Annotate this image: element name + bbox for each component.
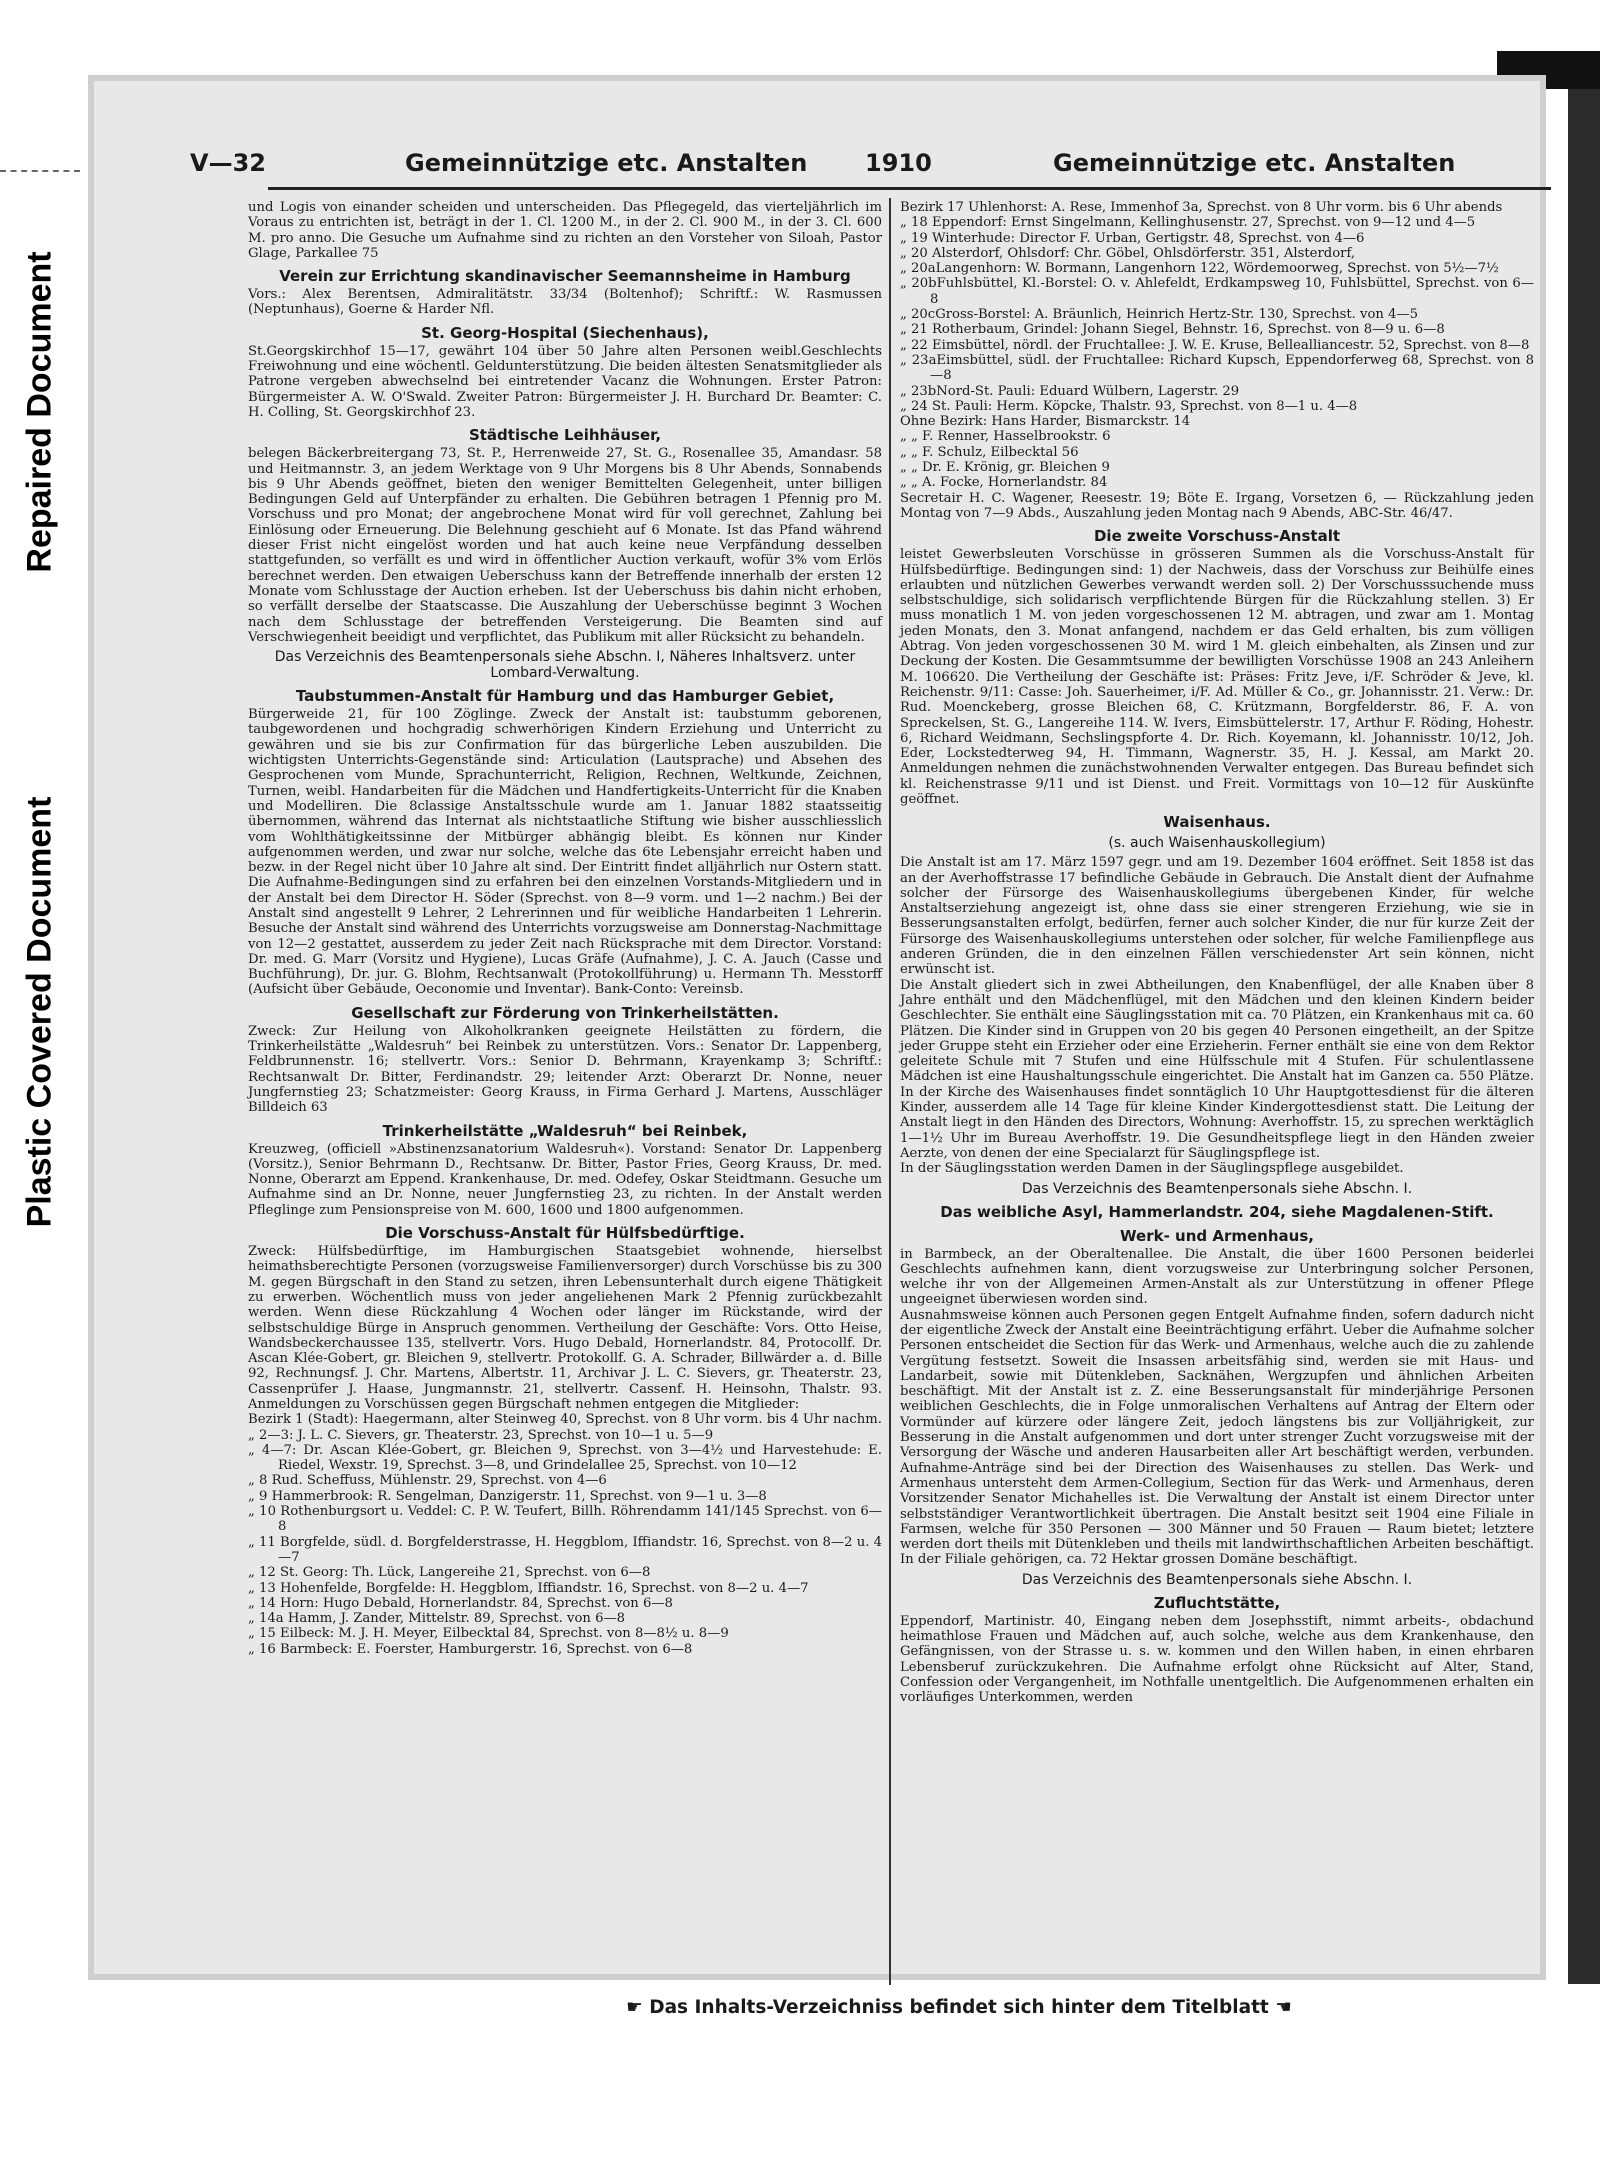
repaired-document-label: Repaired Document [20, 251, 59, 573]
list-item: „ 16 Barmbeck: E. Foerster, Hamburgerstr. 16, Sprechst. von 6—8 [248, 1641, 693, 1657]
paragraph: belegen Bäckerbreitergang 73, St. P., Herrenweide 27, St. G., Rosenallee 35, Amandasr. 58 und Heitmannstr. 3, an jedem Werktage von 9 Uhr Morgens bis 8 Uhr Abends, Sonnabends bis 9 Uhr Abends geöffnet, bieten den weniger Bemittelten Gelegenheit, unter billigen Bedingungen Geld auf Unterpfänder zu erhalten. Die Gebühren betragen 1 Pfennig pro M. Vorschuss und pro Monat; der angebrochene Monat wird für voll gerechnet, Zahlung bei Einlösung oder Erneuerung. Die Belehnung geschieht auf 6 Monate. Ist das Pfand während dieser Frist nicht eingelöst worden und hat auch keine neue Verpfändung desselben stattgefunden, so verfällt es und wird in öffentlicher Auction verkauft, wofür 3% vom Erlös berechnet werden. Den etwaigen Ueberschuss kann der Betreffende innerhalb der ersten 12 Monate vom Schlusstage der Auction erheben. Ist der Ueberschuss bis dahin nicht erhoben, so verfällt derselbe der Staatscasse. Die Auszahlung der Ueberschüsse beginnt 3 Wochen nach dem Schlusstage der betreffenden Versteigerung. Die Beamten sind auf Verschwiegenheit beeidigt und verpflichtet, das Publikum mit aller Rücksicht zu behandeln. [248, 446, 882, 645]
paragraph: Die Anstalt ist am 17. März 1597 gegr. und am 19. Dezember 1604 eröffnet. Seit 1858 ist das an der Averhoffstrasse 17 befindliche Gebäude in Gebrauch. Die Anstalt dient der Aufnahme solcher der Fürsorge des Waisenhauskollegiums übergebenen Kinder, für welche Anstaltserziehung angezeigt ist, ohne dass sie einer strengeren Erziehung, wie sie in Besserungsanstalten erfolgt, bedürfen, ferner auch solcher Kinder, die nur für kurze Zeit der Fürsorge des Waisenhauskollegiums unterstehen oder solcher, für welche Familienpflege aus anderen Gründen, die in den einzelnen Fällen verschiedenster Art sein können, nicht erwünscht ist. [900, 855, 1534, 978]
section-title: Trinkerheilstätte „Waldesruh“ bei Reinbek, [382, 1121, 748, 1140]
section-title: Werk- und Armenhaus, [1120, 1226, 1314, 1245]
list-item: „ 24 St. Pauli: Herm. Köpcke, Thalstr. 93, Sprechst. von 8—1 u. 4—8 [900, 398, 1358, 414]
list-item: „ 4—7: Dr. Ascan Klée-Gobert, gr. Bleichen 9, Sprechst. von 3—4½ und Harvestehude: E. Riedel, Wexstr. 19, Sprechst. 3—8, und Grindelallee 25, Sprechst. von 10—12 [248, 1442, 882, 1474]
paragraph: in Barmbeck, an der Oberaltenallee. Die Anstalt, die über 1600 Personen beiderlei Geschlechts aufnehmen kann, dient vorzugsweise zur Unterbringung solcher Personen, welche ihr von der Allgemeinen Armen-Anstalt als zur Unterstützung in offener Pflege ungeeignet überwiesen worden sind. [900, 1246, 1534, 1308]
paragraph: Zweck: Hülfsbedürftige, im Hamburgischen Staatsgebiet wohnende, hierselbst heimathsberechtigte Personen (vorzugsweise Familienversorger) durch Vorschüsse bis zu 300 M. gegen Bürgschaft in den Stand zu setzen, ihren Lebensunterhalt durch eigene Thätigkeit zu erwerben. Wöchentlich muss von jeder angeliehenen Mark 2 Pfennig zurückbezahlt werden. Wenn diese Rückzahlung 4 Wochen oder länger im Rückstande, wird der selbstschuldige Bürge in Anspruch genommen. Vertheilung der Geschäfte: Vors. Otto Heise, Wandsbeckerchaussee 135, stellvertr. Vors. Hugo Debald, Hornerlandstr. 84, Protocollf. Dr. Ascan Klée-Gobert, gr. Bleichen 9, stellvertr. Protokollf. G. A. Schrader, Billwärder a. d. Bille 92, Rechnungsf. J. Chr. Martens, Albertstr. 11, Archivar J. L. C. Sievers, gr. Theaterstr. 23, Cassenprüfer J. Haase, Jungmannstr. 21, stellvertr. Cassenf. H. Heinsohn, Thalstr. 93. Anmeldungen zu Vorschüssen gegen Bürgschaft nehmen entgegen die Mitglieder: [248, 1244, 882, 1412]
page-footer [509, 1997, 1409, 2018]
right-column [900, 200, 1534, 1706]
list-item: „ 2—3: J. L. C. Sievers, gr. Theaterstr. 23, Sprechst. von 10—1 u. 5—9 [248, 1427, 714, 1443]
pointing-hand-icon: ☛ [626, 1997, 643, 2018]
page-number: V—32 [190, 149, 266, 177]
header-rule [268, 187, 1551, 190]
paragraph: In der Säuglingsstation werden Damen in der Säuglingspflege ausgebildet. [900, 1161, 1404, 1177]
list-item: „ 21 Rotherbaum, Grindel: Johann Siegel, Behnstr. 16, Sprechst. von 8—9 u. 6—8 [900, 322, 1445, 338]
list-item: „ 20 Alsterdorf, Ohlsdorf: Chr. Göbel, Ohlsdörferstr. 351, Alsterdorf, [900, 245, 1356, 261]
list-item: „ 8 Rud. Scheffuss, Mühlenstr. 29, Sprechst. von 4—6 [248, 1473, 607, 1489]
dashed-divider [0, 170, 80, 172]
list-item: „ 9 Hammerbrook: R. Sengelman, Danzigerstr. 11, Sprechst. von 9—1 u. 3—8 [248, 1488, 767, 1504]
section-title: Städtische Leihhäuser, [468, 426, 662, 445]
list-item: „ 19 Winterhude: Director F. Urban, Gertigstr. 48, Sprechst. von 4—6 [900, 230, 1365, 246]
paragraph: Ausnahmsweise können auch Personen gegen Entgelt Aufnahme finden, sofern dadurch nicht der eigentliche Zweck der Anstalt eine Beeinträchtigung erfährt. Ueber die Aufnahme solcher Personen entscheidet die Section für das Werk- und Armenhaus, welche auch die zu zahlende Vergütung festsetzt. Soweit die Insassen arbeitsfähig sind, werden sie mit Haus- und Landarbeit, sowie mit Dütenkleben, Sacknähen, Wergzupfen und ähnlichen Arbeiten beschäftigt. Mit der Anstalt ist z. Z. eine Besserungsanstalt für minderjährige Personen weiblichen Geschlechts, die in Folge unmoralischen Verhaltens auf Antrag der Eltern oder Vormünder auf kürzere oder längere Zeit, jedoch längstens bis zur Volljährigkeit, zur Besserung in die Anstalt aufgenommen und dort unter strenger Zucht vorzugsweise mit der Versorgung der Wäsche und anderen Hausarbeiten aller Art beschäftigt werden, verbunden. Aufnahme-Anträge sind bei der Direction des Waisenhauses zu stellen. Das Werk- und Armenhaus untersteht dem Armen-Collegium, Section für das Werk- und Armenhaus, deren Vorsitzender Senator Michahelles ist. Die Verwaltung der Anstalt ist einem Director unter selbstständiger Verantwortlichkeit übertragen. Die Anstalt besitzt seit 1904 eine Filiale in Farmsen, welche für 350 Personen — 300 Männer und 50 Frauen — Raum bietet; letztere werden dort theils mit Dütenkleben und theils mit landwirthschaftlichen Arbeiten beschäftigt. In der Filiale gehörigen, ca. 72 Hektar grossen Domäne beschäftigt. [900, 1307, 1534, 1568]
reference-note: Das Verzeichnis des Beamtenpersonals siehe Abschn. I, Näheres Inhaltsverz. unter Lombard-Verwaltung. [274, 649, 856, 682]
header-year: 1910 [865, 149, 932, 177]
paragraph: und Logis von einander scheiden und unterscheiden. Das Pflegegeld, das vierteljährlich im Voraus zu entrichten ist, beträgt in der 1. Cl. 1200 M., in der 2. Cl. 900 M., in der 3. Cl. 600 M. pro anno. Die Gesuche um Aufnahme sind zu richten an den Vorsteher von Siloah, Pastor Glage, Parkallee 75 [248, 200, 882, 261]
reference-note: Das Verzeichnis des Beamtenpersonals siehe Abschn. I. [1021, 1571, 1413, 1588]
section-title: Zufluchtstätte, [1153, 1593, 1281, 1612]
paragraph: Eppendorf, Martinistr. 40, Eingang neben dem Josephsstift, nimmt arbeits-, obdachund heimathlose Frauen und Mädchen auf, auch solche, welche aus dem Krankenhause, den Gefängnissen, von der Strasse u. s. w. kommen und den Willen haben, in einen ehrbaren Lebensberuf zurückzukehren. Die Aufnahme erfolgt ohne Rücksicht auf Alter, Stand, Confession oder Vergangenheit, im Nothfalle unentgeltlich. Die Aufgenommenen erhalten ein vorläufiges Unterkommen, werden [900, 1613, 1534, 1706]
page-header [185, 143, 1545, 183]
list-item: „ „ A. Focke, Hornerlandstr. 84 [900, 475, 1108, 491]
paragraph: Secretair H. C. Wagener, Reesestr. 19; Böte E. Irgang, Vorsetzen 6, — Rückzahlung jeden Montag von 7—9 Abds., Auszahlung jeden Montag nach 9 Abends, ABC-Str. 46/47. [900, 490, 1534, 521]
section-title: Taubstummen-Anstalt für Hamburg und das Hamburger Gebiet, [295, 687, 835, 706]
header-left-title: Gemeinnützige etc. Anstalten [405, 149, 808, 177]
list-item: „ 20aLangenhorn: W. Bormann, Langenhorn 122, Wördemoorweg, Sprechst. von 5½—7½ [900, 261, 1499, 277]
list-item: „ 11 Borgfelde, südl. d. Borgfelderstrasse, H. Heggblom, Iffiandstr. 16, Sprechst. von 8—2 u. 4—7 [248, 1534, 882, 1565]
pointing-hand-icon: ☚ [1275, 1997, 1292, 2018]
list-item: „ 20cGross-Borstel: A. Bräunlich, Heinrich Hertz-Str. 130, Sprechst. von 4—5 [900, 307, 1419, 323]
paragraph: Die Anstalt gliedert sich in zwei Abtheilungen, den Knabenflügel, der alle Knaben über 8 Jahre enthält und den Mädchenflügel, mit den Mädchen und den kleinen Kindern beider Geschlechter. Sie enthält eine Säuglingsstation mit ca. 70 Plätzen, ein Krankenhaus mit ca. 60 Plätzen. Die Kinder sind in Gruppen von 20 bis gegen 40 Personen eingetheilt, an der Spitze jeder Gruppe steht ein Erzieher oder eine Erzieherin. Ferner enthält sie eine von dem Rektor geleitete Schule mit 7 Stufen und eine Hülfsschule mit 4 Stufen. Für schulentlassene Mädchen ist eine Haushaltungsschule eingerichtet. Die Anstalt hat im Ganzen ca. 550 Plätze. In der Kirche des Waisenhauses findet sonntäglich 10 Uhr Hauptgottesdienst für die älteren Kinder, ausserdem alle 14 Tage für kleine Kinder Kindergottesdienst statt. Die Leitung der Anstalt liegt in den Händen des Directors, Wohnung: Averhoffstr. 15, zu sprechen werktäglich 1—1½ Uhr im Bureau Averhoffstr. 19. Die Gesundheitspflege liegt in den Händen zweier Aerzte, von denen der eine Specialarzt für Säuglingspflege ist. [900, 977, 1534, 1161]
section-title: Verein zur Errichtung skandinavischer Seemannsheime in Hamburg [279, 267, 851, 286]
paragraph: Bürgerweide 21, für 100 Zöglinge. Zweck der Anstalt ist: taubstumm geborenen, taubgewordenen und hochgradig schwerhörigen Kindern Erziehung und Unterricht zu gewähren und sie bis zur Confirmation für das bürgerliche Leben auszubilden. Die wichtigsten Unterrichts-Gegenstände sind: Articulation (Lautsprache) und Absehen des Gesprochenen vom Munde, Sprachunterricht, Religion, Rechnen, Weltkunde, Zeichnen, Turnen, weibl. Handarbeiten für die Mädchen und Handfertigkeits-Unterricht für die Knaben und Modelliren. Die 8classige Anstaltsschule wurde am 1. Januar 1882 staatsseitig übernommen, während das Internat als nichtstaatliche Stiftung wie bisher ausschliesslich vom Wohlthätigkeitssinne der Mitbürger abhängig bleibt. Es können nur Kinder aufgenommen werden, und zwar nur solche, welche das 6te Lebensjahr erreicht haben und bezw. in der Regel nicht über 10 Jahre alt sind. Der Eintritt findet alljährlich nur Ostern statt. Die Aufnahme-Bedingungen sind zu erfahren bei den einzelnen Vorstands-Mitgliedern und in der Anstalt bei dem Director H. Söder (Sprechst. von 8—9 vorm. und 1—2 nachm.) Bei der Anstalt sind angestellt 9 Lehrer, 2 Lehrerinnen und für weibliche Handarbeiten 1 Lehrerin. Besuche der Anstalt sind während des Unterrichts vorzugsweise am Donnerstag-Nachmittage von 12—2 gestattet, ausserdem zu jeder Zeit nach Rücksprache mit dem Director. Vorstand: Dr. med. G. Marr (Vorsitz und Hygiene), Lucas Gräfe (Aufnahme), J. C. A. Jauch (Casse und Buchführung), Dr. jur. G. Blohm, Rechtsanwalt (Protokollführung) u. Hermann Th. Messtorff (Aufsicht über Gebäude, Oeconomie und Inventar). Bank-Conto: Vereinsb. [248, 707, 882, 998]
list-item: „ 12 St. Georg: Th. Lück, Langereihe 21, Sprechst. von 6—8 [248, 1565, 651, 1581]
section-title: St. Georg-Hospital (Siechenhaus), [421, 323, 709, 342]
list-item: „ 20bFuhlsbüttel, Kl.-Borstel: O. v. Ahlefeldt, Erdkampsweg 10, Fuhlsbüttel, Sprechst. von 6—8 [900, 276, 1534, 307]
list-item: „ 13 Hohenfelde, Borgfelde: H. Heggblom, Iffiandstr. 16, Sprechst. von 8—2 u. 4—7 [248, 1580, 809, 1596]
section-title: Das weibliche Asyl, Hammerlandstr. 204, siehe Magdalenen-Stift. [940, 1202, 1494, 1221]
scan-margin [0, 0, 80, 2177]
plastic-covered-document-label: Plastic Covered Document [20, 796, 59, 1228]
list-item: „ 14 Horn: Hugo Debald, Hornerlandstr. 84, Sprechst. von 6—8 [248, 1595, 673, 1611]
left-column [248, 200, 882, 1657]
footer-text: Das Inhalts-Verzeichniss befindet sich hinter dem Titelblatt [649, 1997, 1269, 2018]
paragraph: Zweck: Zur Heilung von Alkoholkranken geeignete Heilstätten zu fördern, die Trinkerheilstätte „Waldesruh“ bei Reinbek zu unterstützen. Vors.: Senator Dr. Lappenberg, Feldbrunnenstr. 16; stellvertr. Vors.: Senior D. Behrmann, Krayenkamp 3; Schriftf.: Rechtsanwalt Dr. Bitter, Ferdinandstr. 29; leitender Arzt: Oberarzt Dr. Nonne, neuer Jungfernstieg 23; Schatzmeister: Georg Krauss, in Firma Gerhard J. Martens, Ausschläger Billdeich 63 [248, 1023, 882, 1116]
section-title: Die zweite Vorschuss-Anstalt [1093, 527, 1341, 546]
section-title: Gesellschaft zur Förderung von Trinkerheilstätten. [351, 1003, 779, 1022]
paragraph: Kreuzweg, (officiell »Abstinenzsanatorium Waldesruh«). Vorstand: Senator Dr. Lappenberg (Vorsitz.), Senior Behrmann D., Rechtsanw. Dr. Bitter, Pastor Fries, Georg Krauss, Dr. med. Nonne, Oberarzt am Eppend. Krankenhause, Dr. med. Odefey, Oskar Steidtmann. Gesuche um Aufnahme sind an Dr. Nonne, neuer Jungfernstieg 23, zu richten. In der Anstalt werden Pfleglinge zum Pensionspreise von M. 600, 1600 und 1800 aufgenommen. [248, 1141, 882, 1218]
list-item: „ 10 Rothenburgsort u. Veddel: C. P. W. Teufert, Billh. Röhrendamm 141/145 Sprechst. von 6—8 [248, 1504, 882, 1535]
list-item: „ „ Dr. E. Krönig, gr. Bleichen 9 [900, 460, 1110, 476]
list-item: „ 18 Eppendorf: Ernst Singelmann, Kellinghusenstr. 27, Sprechst. von 9—12 und 4—5 [900, 215, 1476, 231]
section-title: Waisenhaus. [1163, 813, 1271, 832]
reference-note: Das Verzeichnis des Beamtenpersonals siehe Abschn. I. [1021, 1180, 1413, 1197]
list-item: Bezirk 1 (Stadt): Haegermann, alter Steinweg 40, Sprechst. von 8 Uhr vorm. bis 4 Uhr nachm. [248, 1412, 882, 1428]
paragraph: St.Georgskirchhof 15—17, gewährt 104 über 50 Jahre alten Personen weibl.Geschlechts Freiwohnung und eine wöchentl. Geldunterstützung. Die beiden ältesten Senatsmitglieder als Patrone vergeben abwechselnd bei eintretender Vacanz die Wohnungen. Erster Patron: Bürgermeister A. W. O'Swald. Zweiter Patron: Bürgermeister J. H. Burchard Dr. Beamter: C. H. Colling, St. Georgskirchhof 23. [248, 343, 882, 420]
list-item: „ 23aEimsbüttel, südl. der Fruchtallee: Richard Kupsch, Eppendorferweg 68, Sprechst. von 8—8 [900, 352, 1534, 384]
scan-binding-edge [1568, 89, 1600, 1984]
paragraph: Vors.: Alex Berentsen, Admiralitätstr. 33/34 (Boltenhof); Schriftf.: W. Rasmussen (Neptunhaus), Goerne & Harder Nfl. [248, 287, 882, 318]
list-item: „ 14a Hamm, J. Zander, Mittelstr. 89, Sprechst. von 6—8 [248, 1611, 626, 1627]
reference-note: (s. auch Waisenhauskollegium) [1108, 835, 1326, 852]
list-item: „ „ F. Schulz, Eilbecktal 56 [900, 444, 1079, 460]
column-divider [889, 198, 891, 1985]
list-item: „ „ F. Renner, Hasselbrookstr. 6 [900, 429, 1111, 445]
list-item: „ 23bNord-St. Pauli: Eduard Wülbern, Lagerstr. 29 [900, 383, 1240, 399]
paragraph: leistet Gewerbsleuten Vorschüsse in grösseren Summen als die Vorschuss-Anstalt für Hülfsbedürftige. Bedingungen sind: 1) der Nachweis, dass der Vorschuss zur Beihülfe eines erlaubten und nützlichen Gewerbes verwandt werden soll. 2) Der Vorschusssuchende muss selbstschuldige, sich solidarisch verpflichtende Bürgen für die Rückzahlung stellen. 3) Er muss monatlich 1 M. von jeden vorgeschossenen 12 M. abtragen, und zwar am 1. Montag jeden Monats, den 3. Monat anfangend, nachdem er das Geld erhalten, bis zum völligen Abtrag. Von jeden vorgeschossenen 30 M. wird 1 M. gleich einbehalten, als Zinsen und zur Deckung der Kosten. Die Gesammtsumme der bewilligten Vorschüsse 1908 an 243 Anleihern M. 106620. Die Vertheilung der Geschäfte ist: Präses: Fritz Jeve, i/F. Schröder & Jeve, kl. Reichenstr. 9/11: Casse: Joh. Sauerheimer, i/F. Ad. Müller & Co., gr. Johannisstr. 21. Verw.: Dr. Rud. Moenckeberg, grosse Bleichen 68, C. Krützmann, Borgfelderstr. 86, F. A. von Spreckelsen, St. G., Langereihe 114. W. Ivers, Eimsbüttelerstr. 17, Arthur F. Röding, Hohestr. 6, Richard Weidmann, Sechslingspforte 4. Dr. Rich. Koyemann, kl. Johannisstr. 10/12, Joh. Eder, Lockstedterweg 94, H. Timmann, Wagnerstr. 35, H. J. Kessal, am Markt 20. Anmeldungen nehmen die zunächstwohnenden Verwalter entgegen. Das Bureau befindet sich kl. Reichenstrasse 9/11 und ist Dienst. und Freit. Vormittags von 10—12 für Auskünfte geöffnet. [900, 547, 1534, 807]
list-item: Bezirk 17 Uhlenhorst: A. Rese, Immenhof 3a, Sprechst. von 8 Uhr vorm. bis 6 Uhr abends [900, 200, 1503, 215]
list-item: Ohne Bezirk: Hans Harder, Bismarckstr. 14 [900, 414, 1191, 430]
section-title: Die Vorschuss-Anstalt für Hülfsbedürftige. [385, 1224, 745, 1243]
header-right-title: Gemeinnützige etc. Anstalten [1053, 149, 1456, 177]
list-item: „ 22 Eimsbüttel, nördl. der Fruchtallee: J. W. E. Kruse, Bellealliancestr. 52, Sprechst. von 8—8 [900, 337, 1530, 353]
list-item: „ 15 Eilbeck: M. J. H. Meyer, Eilbecktal 84, Sprechst. von 8—8½ u. 8—9 [248, 1626, 729, 1642]
